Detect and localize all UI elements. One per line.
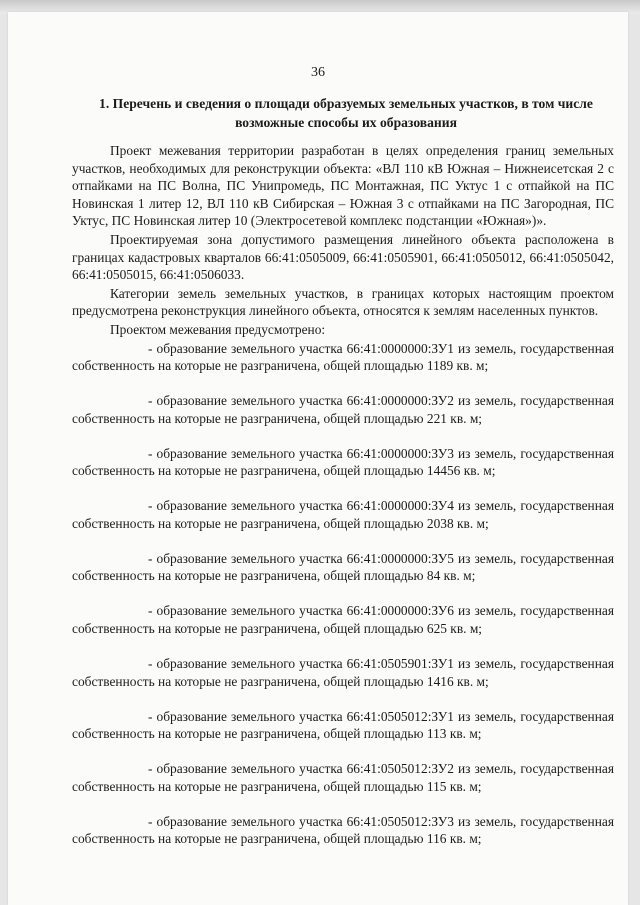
paragraph-zone: Проектируемая зона допустимого размещения линейного объекта расположена в границах кадастровых кварталов 66:41:0505009, 66:41:0505901, 66:41:0505012, 66:41:0505042, 66:41:0505015, 66:41:0506033. [72,231,614,283]
list-item-text: образование земельного участка 66:41:0505012:ЗУ1 из земель, государственная собственность на которые не разграничена, общей площадью 113 кв. м; [72,708,614,742]
list-item [72,497,614,532]
list-dash: - [148,708,153,724]
list-dash: - [148,656,153,671]
list-item [72,813,614,848]
paragraph-purpose: Проект межевания территории разработан в целях определения границ земельных участков, необходимых для реконструкции объекта: «ВЛ 110 кВ Южная – Нижнеисетская 2 с отпайками на ПС Волна, ПС Унипромедь, ПС Монтажная, ПС Уктус 1 с отпайкой на ПС Новинская 1 литер 12, ВЛ 110 кВ Сибирская – Южная 3 с отпайками на ПС Загородная, ПС Уктус, ПС Новинская литер 10 (Электросетевой комплекс подстанции «Южная»)». [72,143,614,229]
list-item [72,708,614,743]
list-dash: - [148,393,153,409]
list-item-text: образование земельного участка 66:41:0000000:ЗУ5 из земель, государственная собственность на которые не разграничена, общей площадью 84 кв. м; [72,550,614,584]
list-item [72,445,614,480]
list-item-text: образование земельного участка 66:41:0505012:ЗУ2 из земель, государственная собственность на которые не разграничена, общей площадью 115 кв. м; [72,761,614,794]
list-item-text: образование земельного участка 66:41:0000000:ЗУ1 из земель, государственная собственность на которые не разграничена, общей площадью 1189 кв. м; [72,340,614,374]
list-intro: Проектом межевания предусмотрено: [110,321,326,337]
paragraph-land-category: Категории земель земельных участков, в границах которых настоящим проектом предусмотрена реконструкция линейного объекта, относятся к землям населенных пунктов. [72,285,614,319]
list-item-text: образование земельного участка 66:41:0000000:ЗУ3 из земель, государственная собственность на которые не разграничена, общей площадью 14456 кв. м; [72,445,614,479]
list-item-text: образование земельного участка 66:41:0000000:ЗУ6 из земель, государственная собственность на которые не разграничена, общей площадью 625 кв. м; [72,603,614,637]
page-number: 36 [311,65,325,80]
list-dash: - [148,445,153,461]
document-body [72,142,614,865]
list-dash: - [148,550,153,566]
list-item [72,392,614,427]
document-page [8,12,628,905]
section-heading: 1. Перечень и сведения о площади образуемых земельных участков, в том числе возможные способы их образования [99,96,593,130]
list-item [72,655,614,690]
list-item [72,550,614,585]
list-item-text: образование земельного участка 66:41:0505012:ЗУ3 из земель, государственная собственность на которые не разграничена, общей площадью 116 кв. м; [72,813,614,847]
list-dash: - [148,498,153,514]
list-item [72,760,614,795]
list-item-text: образование земельного участка 66:41:0505901:ЗУ1 из земель, государственная собственность на которые не разграничена, общей площадью 1416 кв. м; [72,656,614,689]
list-dash: - [148,761,153,777]
list-dash: - [148,340,153,356]
list-item [72,340,614,375]
list-item-text: образование земельного участка 66:41:0000000:ЗУ4 из земель, государственная собственность на которые не разграничена, общей площадью 2038 кв. м; [72,498,614,531]
list-item [72,602,614,637]
list-dash: - [148,813,153,829]
list-item-text: образование земельного участка 66:41:0000000:ЗУ2 из земель, государственная собственность на которые не разграничена, общей площадью 221 кв. м; [72,393,614,426]
list-dash: - [148,603,153,619]
